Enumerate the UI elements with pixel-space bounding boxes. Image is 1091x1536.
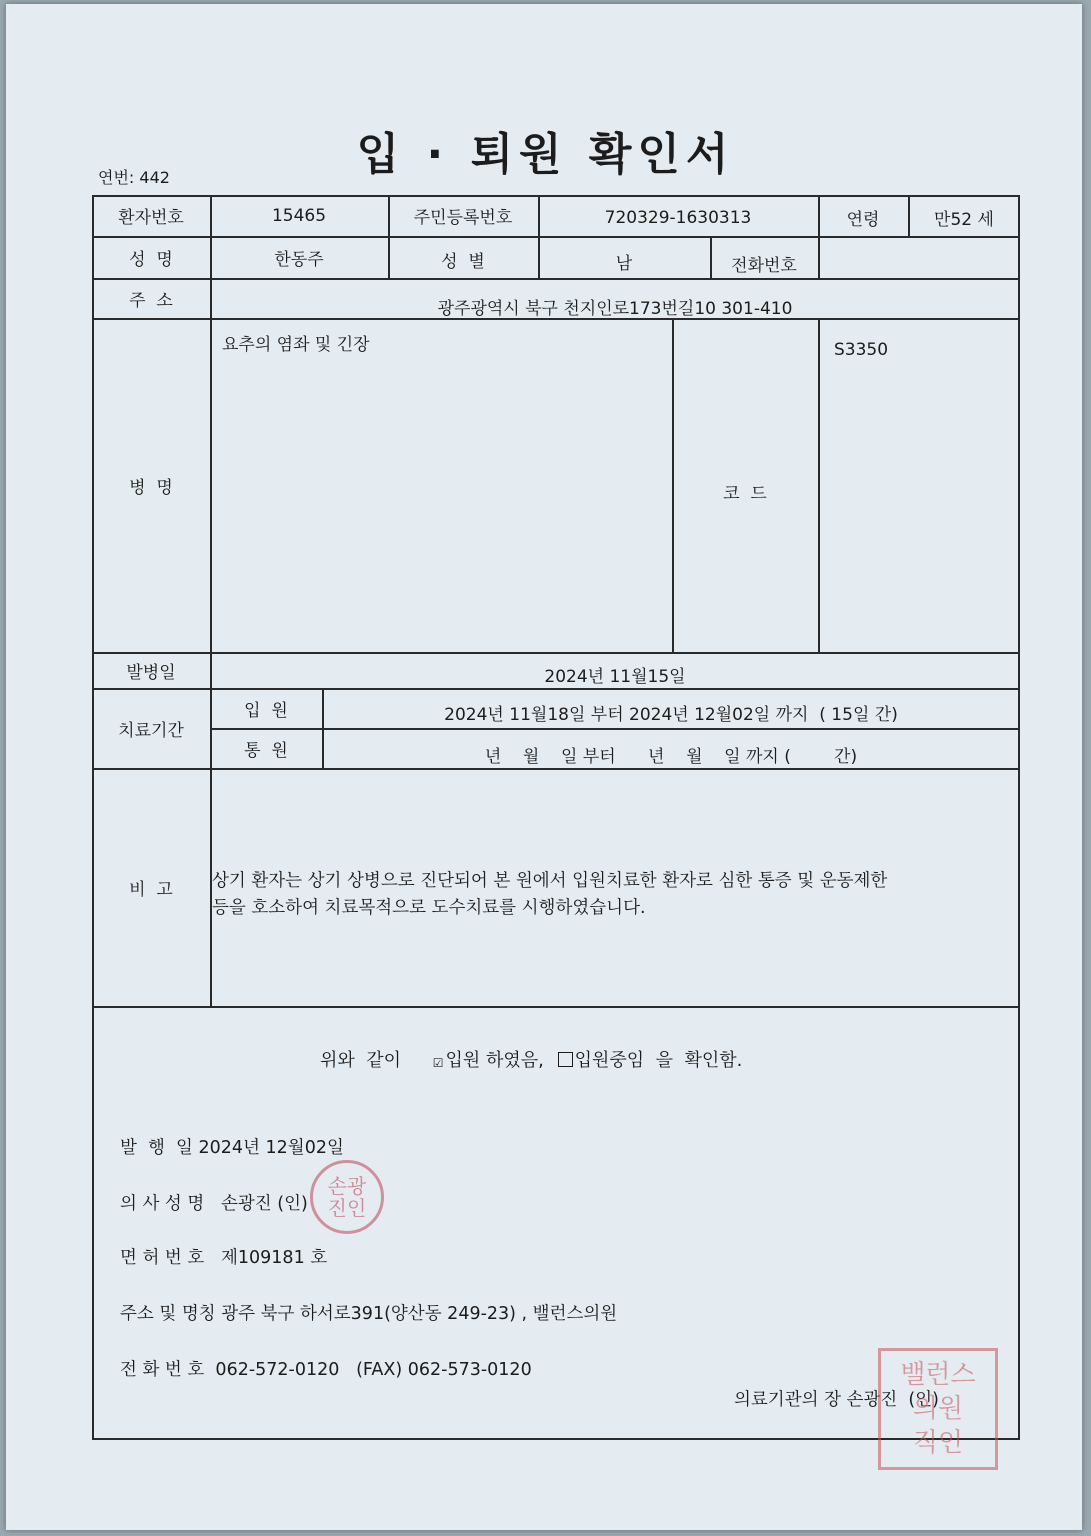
document-title: 입 · 퇴원 확인서 xyxy=(356,129,735,180)
onset-label: 발병일 xyxy=(126,662,176,683)
confirmation-line xyxy=(320,1046,742,1072)
doctor-seal-stamp: 손광 진인 xyxy=(310,1160,384,1234)
clinic-address: 주소 및 명칭 광주 북구 하서로391(양산동 249-23) , 밸런스의원 xyxy=(120,1304,618,1324)
code-value: S3350 xyxy=(834,340,889,360)
name-label: 성 명 xyxy=(129,249,173,270)
table-rule xyxy=(818,318,820,652)
patient-id-value: 15465 xyxy=(271,205,327,226)
address-value: 광주광역시 북구 천지인로173번길10 301-410 xyxy=(437,298,793,319)
sex-label: 성 별 xyxy=(441,251,485,272)
patient-id-label: 환자번호 xyxy=(118,208,184,228)
clinic-seal-stamp: 밸런스 의원 직인 xyxy=(878,1348,998,1470)
serial-number: 연번: 442 xyxy=(98,168,170,187)
admitted-checkbox[interactable]: ☑ xyxy=(432,1056,444,1070)
table-rule xyxy=(92,1006,1020,1008)
diagnosis-label: 병 명 xyxy=(129,477,173,498)
admitted-option-label: 입원 하였음, xyxy=(445,1050,544,1071)
treatment-label: 치료기간 xyxy=(118,720,184,741)
sex-value: 남 xyxy=(615,253,633,274)
phone-value xyxy=(818,240,1020,282)
in-hospital-option-label: 입원중임 을 확인함. xyxy=(574,1050,743,1071)
outpatient-value: 년 월 일 부터 년 월 일 까지 ( 간) xyxy=(484,746,858,767)
table-rule xyxy=(92,652,1020,654)
in-hospital-checkbox[interactable] xyxy=(558,1052,573,1067)
address-label: 주 소 xyxy=(129,290,173,311)
rrn-value: 720329-1630313 xyxy=(604,207,752,228)
doctor-name: 의 사 성 명 손광진 (인) xyxy=(120,1194,308,1214)
inpatient-value: 2024년 11월18일 부터 2024년 12월02일 까지 ( 15일 간) xyxy=(444,704,898,725)
remarks-text xyxy=(212,868,1002,922)
inpatient-label: 입 원 xyxy=(244,700,288,721)
remarks-label: 비 고 xyxy=(129,879,173,900)
clinic-phone: 전 화 번 호 062-572-0120 (FAX) 062-573-0120 xyxy=(120,1360,532,1380)
issue-date: 발 행 일 2024년 12월02일 xyxy=(120,1138,344,1158)
remarks-line-2: 등을 호소하여 치료목적으로 도수치료를 시행하였습니다. xyxy=(212,898,646,918)
onset-value: 2024년 11월15일 xyxy=(544,666,686,687)
code-label: 코 드 xyxy=(723,483,767,504)
outpatient-label: 통 원 xyxy=(244,740,288,761)
confirmation-prefix: 위와 같이 xyxy=(320,1050,401,1071)
age-value: 만52 세 xyxy=(934,210,994,230)
phone-label: 전화번호 xyxy=(731,255,797,276)
name-value: 한동주 xyxy=(274,249,324,270)
remarks-line-1: 상기 환자는 상기 상병으로 진단되어 본 원에서 입원치료한 환자로 심한 통증 및 운동제한 xyxy=(212,871,888,891)
diagnosis-value: 요추의 염좌 및 긴장 xyxy=(222,335,370,355)
license-number: 면 허 번 호 제109181 호 xyxy=(120,1248,328,1268)
age-label: 연령 xyxy=(846,210,880,230)
institution-head: 의료기관의 장 손광진 (인) xyxy=(734,1390,939,1410)
rrn-label: 주민등록번호 xyxy=(413,208,513,228)
